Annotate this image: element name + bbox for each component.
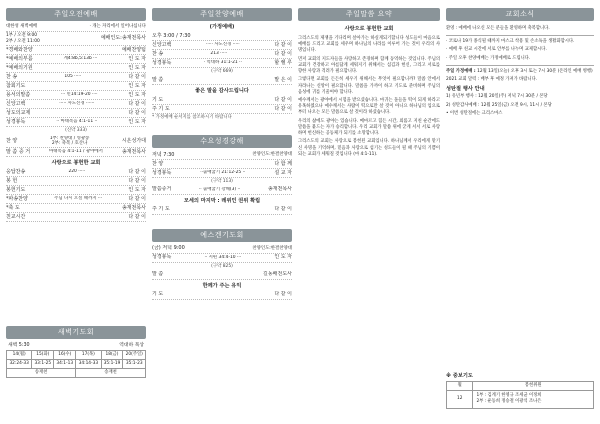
dawn-prayer-title: 새벽기도회 <box>6 326 146 339</box>
choir-line-2: 2부: 축복 / 호산나 <box>51 140 88 146</box>
praise-worship-sub: (가정예배) <box>209 24 235 30</box>
order-row <box>6 109 146 118</box>
dawn-text-cell: 34:1-13 <box>54 360 76 369</box>
order-person: 인 도 자 <box>274 254 292 261</box>
dawn-prayer-section <box>6 326 146 378</box>
order-detail: 105 ····· <box>64 74 82 80</box>
morning-head-left: 대한성 새벽예배 <box>6 24 38 30</box>
dawn-text-cell: 32:24-33 <box>7 360 32 369</box>
wed-sermon-row <box>152 186 292 195</box>
dawn-leader-a: 송재천 <box>7 369 76 378</box>
dawn-day-cell: 15(화) <box>32 351 54 360</box>
column-morning-worship <box>6 8 146 222</box>
prayer-section <box>446 370 594 409</box>
order-person: 할 렐 루 <box>274 59 292 66</box>
order-row <box>6 73 146 82</box>
calendar-text: 2021 교회 달력 : 배부 후 예정 가져가 바랍니다. <box>446 77 538 83</box>
order-person: 다 같 이 <box>128 177 146 184</box>
fri-sermon-title: 한께가 주는 유익 <box>202 282 242 289</box>
order-label: 봉헌기도 <box>6 186 26 193</box>
order-row <box>152 291 292 300</box>
order-row <box>6 118 146 127</box>
order-label: 성경봉독 <box>152 169 172 176</box>
order-person: 다 같 이 <box>274 105 292 112</box>
dawn-leaders-row <box>7 369 146 378</box>
order-person: 송재천목사 <box>121 204 146 211</box>
order-row <box>6 100 146 109</box>
order-person: 예배찬양팀 <box>121 46 146 53</box>
morning-worship-title: 주일오전예배 <box>6 8 146 21</box>
choir-label: 찬 양 <box>6 137 18 144</box>
sermon-preacher: 송재천목사 <box>121 148 146 155</box>
plan-value: 12월 13일(오늘) 오후 3시 또는 7시 30분 (온라인 예배 병행) <box>477 68 593 74</box>
order-row <box>6 64 146 73</box>
order-detail: ····· 사도신경 ······ <box>59 101 95 107</box>
column-church-news <box>446 8 594 405</box>
order-label: 용서의말씀 <box>6 91 31 98</box>
order-person: 다 같 이 <box>274 206 292 213</box>
plan-text <box>446 69 594 75</box>
order-detail: 213 ····· <box>210 51 228 57</box>
prayer-members-2: 2부 : 운동희 정승철 이광석 조나은 <box>476 399 542 405</box>
order-person: 인 도 자 <box>128 82 146 89</box>
wed-order-list <box>152 160 292 178</box>
order-label: 기 도 <box>152 291 164 298</box>
sermon-paragraph: 우리의 삶에도 광야는 있습니다. 메마르고 힘든 시간, 외롭고 지친 순간에도 말씀을 붙드는 자가 승리합니다. 우리 교회가 말씀 위에 굳게 서서 서로 사랑하며 헌신하는 공동체가 되기를 소망합니다. <box>298 118 440 137</box>
order-person: 다 같 이 <box>274 41 292 48</box>
praise-sermon-preacher: 말 은 이 <box>274 76 292 83</box>
fri-title: 예스겐기도회 <box>152 229 292 242</box>
order-row <box>152 169 292 178</box>
order-row <box>152 59 292 68</box>
dawn-table <box>6 350 146 377</box>
sermon-label: 말 씀 증 거 <box>6 148 31 155</box>
morning-order-list-2 <box>6 168 146 222</box>
praise-sermon-row <box>152 76 292 85</box>
order-person: 설 교 자 <box>274 169 292 176</box>
column-praise-worship <box>152 8 292 300</box>
prayer-table-head <box>447 382 594 391</box>
order-label: 성도의교제 <box>6 109 31 116</box>
praise-time-row <box>152 32 292 41</box>
wed-time: 저녁 7:30 <box>152 151 175 158</box>
order-row <box>6 168 146 177</box>
wed-sermon-title: 모세의 마지막 : 레위인 권위 확립 <box>183 197 261 204</box>
order-label: 찬 송 <box>152 50 164 57</box>
prayer-title: ※ 중보기도 <box>446 373 473 379</box>
order-label: 성경봉독 <box>152 254 172 261</box>
order-label: 기 도 <box>152 96 164 103</box>
dawn-text-cell: 34:14-33 <box>76 360 101 369</box>
sermon-paragraph: 먼저 교회의 지도자들을 사랑하고 존경하며 함께 동역하는 것입니다. 주님의 교회가 건강하고 아름답게 세워지기 위해서는 섬김과 헌신, 그리고 서로를 향한 사랑과 격려가 필요합니다. <box>298 56 440 75</box>
order-person: 인 도 자 <box>128 186 146 193</box>
sermon-text: 마태복음 4:1-11 / 광야에서 <box>49 148 103 154</box>
dawn-day-cell: 20(주일) <box>123 351 146 360</box>
morning-meta-1: 1부 / 오전 9:00 <box>6 32 38 38</box>
order-person: 인 도 자 <box>128 64 146 71</box>
order-row <box>6 213 146 222</box>
dawn-day-cell: 14(월) <box>7 351 32 360</box>
order-row <box>152 50 292 59</box>
praise-sermon-title: 좋은 말을 감사드립니다 <box>195 87 249 94</box>
sermon-paragraph: 그리스도의 교회는 사랑으로 봉헌된 교회입니다. 하나님께서 우리에게 맡기신 사명을 기억하며, 믿음과 사랑으로 섬기는 성도들이 될 때 주님의 기쁨이 되는 교회가 세워질 것입니다 (마 4:1-11). <box>298 139 440 157</box>
news-item: · 예배 후 친교 시간에 서로 안부를 나누며 교제합시다. <box>446 47 547 53</box>
fri-right: 찬양인도:한결찬양대 <box>252 245 292 251</box>
order-label: 성경봉독 <box>152 59 172 66</box>
order-person: 다 같 이 <box>128 109 146 116</box>
fri-bible-note: (구약 825) <box>211 263 233 269</box>
sermon-paragraph: 예수께서는 광야에서 시험을 받으셨습니다. 마귀는 돌들을 떡이 되게 하라고 유혹하였으나 예수께서는 사람이 떡으로만 살 것이 아니요 하나님의 입으로부터 나오는 모든 말씀으로 살 것이라 하셨습니다. <box>298 97 440 116</box>
dawn-right: 역대하 묵상 <box>119 343 144 348</box>
prayer-month: 12 <box>447 390 473 408</box>
wed-title: 수요성경강해 <box>152 135 292 148</box>
order-detail: ·· 시편 34:4-10 ··· <box>204 254 242 260</box>
order-row <box>6 186 146 195</box>
news-item: · 주일 오후 찬양예배는 가정예배로 드립니다. <box>446 55 531 61</box>
sermon-summary-title: 주일말씀 요약 <box>298 8 440 21</box>
event-title: 성탄절 행사 안내 <box>446 86 485 93</box>
order-label: 봉 헌 <box>6 177 18 184</box>
order-detail: 220 ····· <box>68 168 86 174</box>
wed-sermon-text: ·· 출애굽기 강해(3) ·· <box>198 186 241 192</box>
order-person: 다 같 이 <box>128 195 146 202</box>
order-label: 참회기도 <box>6 82 26 89</box>
dawn-day-cell: 16(수) <box>54 351 76 360</box>
order-person: 인 도 자 <box>128 55 146 62</box>
prayer-members-1: 1부 : 김계기 한영규 조세균 이정희 <box>476 392 542 398</box>
order-detail: ··· 민14:19-20 ···· <box>60 92 98 98</box>
order-row <box>152 160 292 169</box>
order-row <box>6 195 146 204</box>
order-label: *예배의부름 <box>6 55 33 62</box>
church-news-title: 교회소식 <box>446 8 594 21</box>
sermon-paragraph: 그렇다면 교회를 든든히 세우기 위해서는 무엇이 필요합니까? 말씀 안에서 자라나는 신앙이 필요합니다. 말씀을 가까이 하고 기도로 준비하며 주님의 음성에 귀를 기울여야 합니다. <box>298 77 440 95</box>
plan-label: 주일 가정예배 : <box>446 68 478 74</box>
dawn-text-cell: 35:1-23 <box>123 360 146 369</box>
order-row <box>6 55 146 64</box>
dawn-leader-b: 송재천 <box>76 369 146 378</box>
event-item: 2) 성탄감사예배 : 12월 25일(금) 오전 9시, 11시 / 본당 <box>446 102 552 108</box>
event-item: • 이번 성탄절에는 크리스마스 <box>446 110 503 116</box>
sermon-summary-body <box>298 36 440 158</box>
praise-sermon-label: 말 씀 <box>152 76 164 83</box>
wed-order-list-2 <box>152 206 292 215</box>
order-detail: ··출애굽기 21:12-25 ·· <box>200 169 246 175</box>
order-row <box>152 206 292 215</box>
fri-sermon-row <box>152 271 292 280</box>
order-detail: ·· 마태복음 4:1-11 ·· <box>56 119 98 125</box>
order-label: 주 기 도 <box>152 206 170 213</box>
order-person: 다 같 이 <box>128 73 146 80</box>
order-label: *축 도 <box>6 204 20 211</box>
order-label: *예배의기원 <box>6 64 33 71</box>
dawn-day-cell: 17(목) <box>76 351 101 360</box>
order-row <box>6 82 146 91</box>
dawn-text-cell: 35:1-19 <box>101 360 123 369</box>
choir-name: 시온성가대 <box>121 137 146 144</box>
sermon-paragraph: 그리스도의 제쟁을 기다리며 살아가는 하실게되기합니다 성도들이 마음으로 예배를 드리고 교회를 세우며 하나님의 나라를 이루어 가는 것이 우리의 사명입니다. <box>298 36 440 54</box>
sermon-title: 사랑으로 봉헌한 교회 <box>51 159 101 166</box>
morning-meta <box>6 32 146 46</box>
order-detail: 계4:8b,5:13b ··· <box>63 56 98 62</box>
order-person: 다 함 께 <box>274 160 292 167</box>
fri-order-list <box>152 254 292 263</box>
choir-line-1: 1부: 찬양대 / 영광송 <box>49 135 90 141</box>
order-person: 다 같 이 <box>274 96 292 103</box>
morning-bible-note: (신약 333) <box>65 128 87 133</box>
dawn-days-row <box>7 351 146 360</box>
order-label: 찬 양 <box>152 160 164 167</box>
order-label: 응답찬송 <box>6 168 26 175</box>
order-detail: ····· 사도신경 ····· <box>205 42 240 48</box>
order-person: 다 같 이 <box>274 50 292 57</box>
dawn-texts-row <box>7 360 146 369</box>
order-label: 친교시간 <box>6 213 26 220</box>
order-row <box>6 177 146 186</box>
news-items <box>446 39 594 62</box>
order-person: 다 같 이 <box>274 291 292 298</box>
order-label: 주 기 도 <box>152 105 170 112</box>
praise-note: * 가정예배 순서지를 참조하시기 바랍니다 <box>152 114 232 120</box>
fri-time-row <box>152 245 292 254</box>
order-detail: 주님 다시 오실 때까지 ··· <box>54 195 103 201</box>
order-person: 다 같 이 <box>128 213 146 220</box>
dawn-time: 새벽 5:30 <box>8 343 30 348</box>
morning-meta-right: 예배인도:송재천목사 <box>100 35 146 42</box>
morning-head-right: · 개는 자리에서 일어나십니다 <box>89 24 146 30</box>
wed-sermon-label: 말씀증거 <box>152 186 172 193</box>
order-row <box>152 41 292 50</box>
order-label: 성경봉독 <box>6 118 26 125</box>
praise-bible-note: (구약 669) <box>211 69 233 75</box>
sermon-row <box>6 148 146 157</box>
wed-sermon-preacher: 송재천목사 <box>267 186 292 193</box>
praise-worship-title: 주일찬양예배 <box>152 8 292 21</box>
wed-bible-note: (구약 113) <box>211 178 233 184</box>
event-list <box>446 94 594 117</box>
morning-order-list <box>6 46 146 127</box>
event-item: 1) 유년부 행사 : 12월 20일(주) 저녁 7시 30분 / 본당 <box>446 94 548 100</box>
dawn-meta <box>8 343 144 349</box>
order-row <box>152 96 292 105</box>
morning-head <box>6 23 146 32</box>
column-sermon-summary <box>298 8 440 160</box>
order-person: 인 도 자 <box>128 118 146 125</box>
prayer-table <box>446 381 594 409</box>
order-person: 다 같 이 <box>128 168 146 175</box>
fri-order-list-2 <box>152 291 292 300</box>
praise-order-list-2 <box>152 96 292 114</box>
dawn-day-cell: 18(금) <box>101 351 123 360</box>
order-detail: · 역대하 31:1-21 ·· <box>203 60 242 66</box>
order-person: 인 도 자 <box>128 91 146 98</box>
order-row <box>6 204 146 213</box>
wed-time-row <box>152 151 292 160</box>
prayer-head-members: 봉헌위원 <box>473 382 594 391</box>
prayer-head-month: 월 <box>447 382 473 391</box>
morning-meta-2: 2부 / 오전 11:00 <box>6 38 40 44</box>
order-row <box>152 105 292 114</box>
order-row <box>6 91 146 100</box>
fri-sermon-label: 말 씀 <box>152 271 164 278</box>
choir-row <box>6 135 146 148</box>
order-row <box>6 46 146 55</box>
divider <box>446 65 594 66</box>
sermon-summary-sub: 사랑으로 봉헌한 교회 <box>344 26 394 32</box>
praise-order-list <box>152 41 292 68</box>
wed-right: 찬양인도:한결찬양대 <box>252 151 292 157</box>
order-row <box>152 254 292 263</box>
dawn-text-cell: 33:1-25 <box>32 360 54 369</box>
divider <box>446 35 594 36</box>
praise-time: 오후 3:00 / 7:30 <box>152 32 191 39</box>
order-label: 신앙고백 <box>152 41 172 48</box>
welcome-text: 환영 : 예배에 나오신 모든 분들을 환영하며 축복합니다. <box>446 26 550 31</box>
order-person: 다 같 이 <box>128 100 146 107</box>
order-label: 신앙고백 <box>6 100 26 107</box>
prayer-table-row <box>447 390 594 408</box>
order-label: *경배와찬양 <box>6 46 33 53</box>
fri-sermon-preacher: 길동배전도사 <box>263 271 292 278</box>
order-label: *파송찬양 <box>6 195 28 202</box>
fri-time: (금) 저녁 9:00 <box>152 245 185 252</box>
news-item: · 코로나 19가 종식될 때까지 마스크 착용 및 손소독을 생활화합시다. <box>446 39 575 45</box>
order-label: 찬 송 <box>6 73 18 80</box>
